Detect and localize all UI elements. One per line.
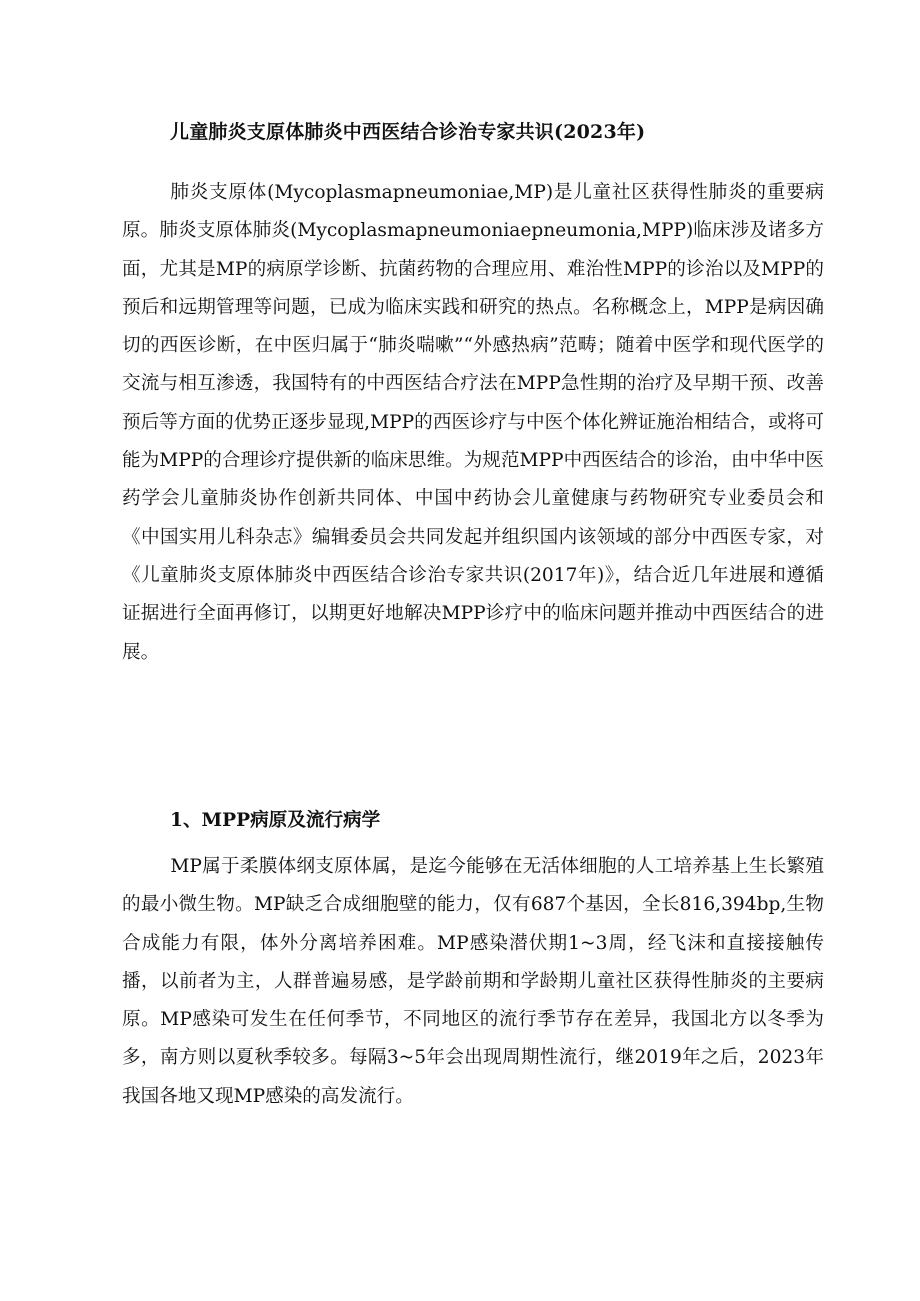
section-paragraph: MP属于柔膜体纲支原体属，是迄今能够在无活体细胞的人工培养基上生长繁殖的最小微生物。MP缺乏合成细胞壁的能力，仅有687个基因，全长816,394bp,生物合成能力有限，体外分离培养困难。MP感染潜伏期1~3周，经飞沫和直接接触传播，以前者为主，人群普遍易感，是学龄前期和学龄期儿童社区获得性肺炎的主要病原。MP感染可发生在任何季节，不同地区的流行季节存在差异，我国北方以冬季为多，南方则以夏秋季较多。每隔3~5年会出现周期性流行，继2019年之后，2023年我国各地又现MP感染的高发流行。 bbox=[122, 856, 824, 1107]
document-title: 儿童肺炎支原体肺炎中西医结合诊治专家共识(2023年) bbox=[170, 121, 646, 143]
section-heading: 1、MPP病原及流行病学 bbox=[170, 810, 381, 831]
intro-paragraph: 肺炎支原体(Mycoplasmapneumoniae,MP)是儿童社区获得性肺炎的重要病原。肺炎支原体肺炎(Mycoplasmapneumoniaepneumonia,MPP)临床涉及诸多方面，尤其是MP的病原学诊断、抗菌药物的合理应用、难治性MPP的诊治以及MPP的预后和远期管理等问题，已成为临床实践和研究的热点。名称概念上，MPP是病因确切的西医诊断，在中医归属于“肺炎喘嗽”“外感热病”范畴；随着中医学和现代医学的交流与相互渗透，我国特有的中西医结合疗法在MPP急性期的治疗及早期干预、改善预后等方面的优势正逐步显现,MPP的西医诊疗与中医个体化辨证施治相结合，或将可能为MPP的合理诊疗提供新的临床思维。为规范MPP中西医结合的诊治，由中华中医药学会儿童肺炎协作创新共同体、中国中药协会儿童健康与药物研究专业委员会和《中国实用儿科杂志》编辑委员会共同发起并组织国内该领域的部分中西医专家，对《儿童肺炎支原体肺炎中西医结合诊治专家共识(2017年)》，结合近几年进展和遵循证据进行全面再修订，以期更好地解决MPP诊疗中的临床问题并推动中西医结合的进展。 bbox=[122, 182, 824, 663]
